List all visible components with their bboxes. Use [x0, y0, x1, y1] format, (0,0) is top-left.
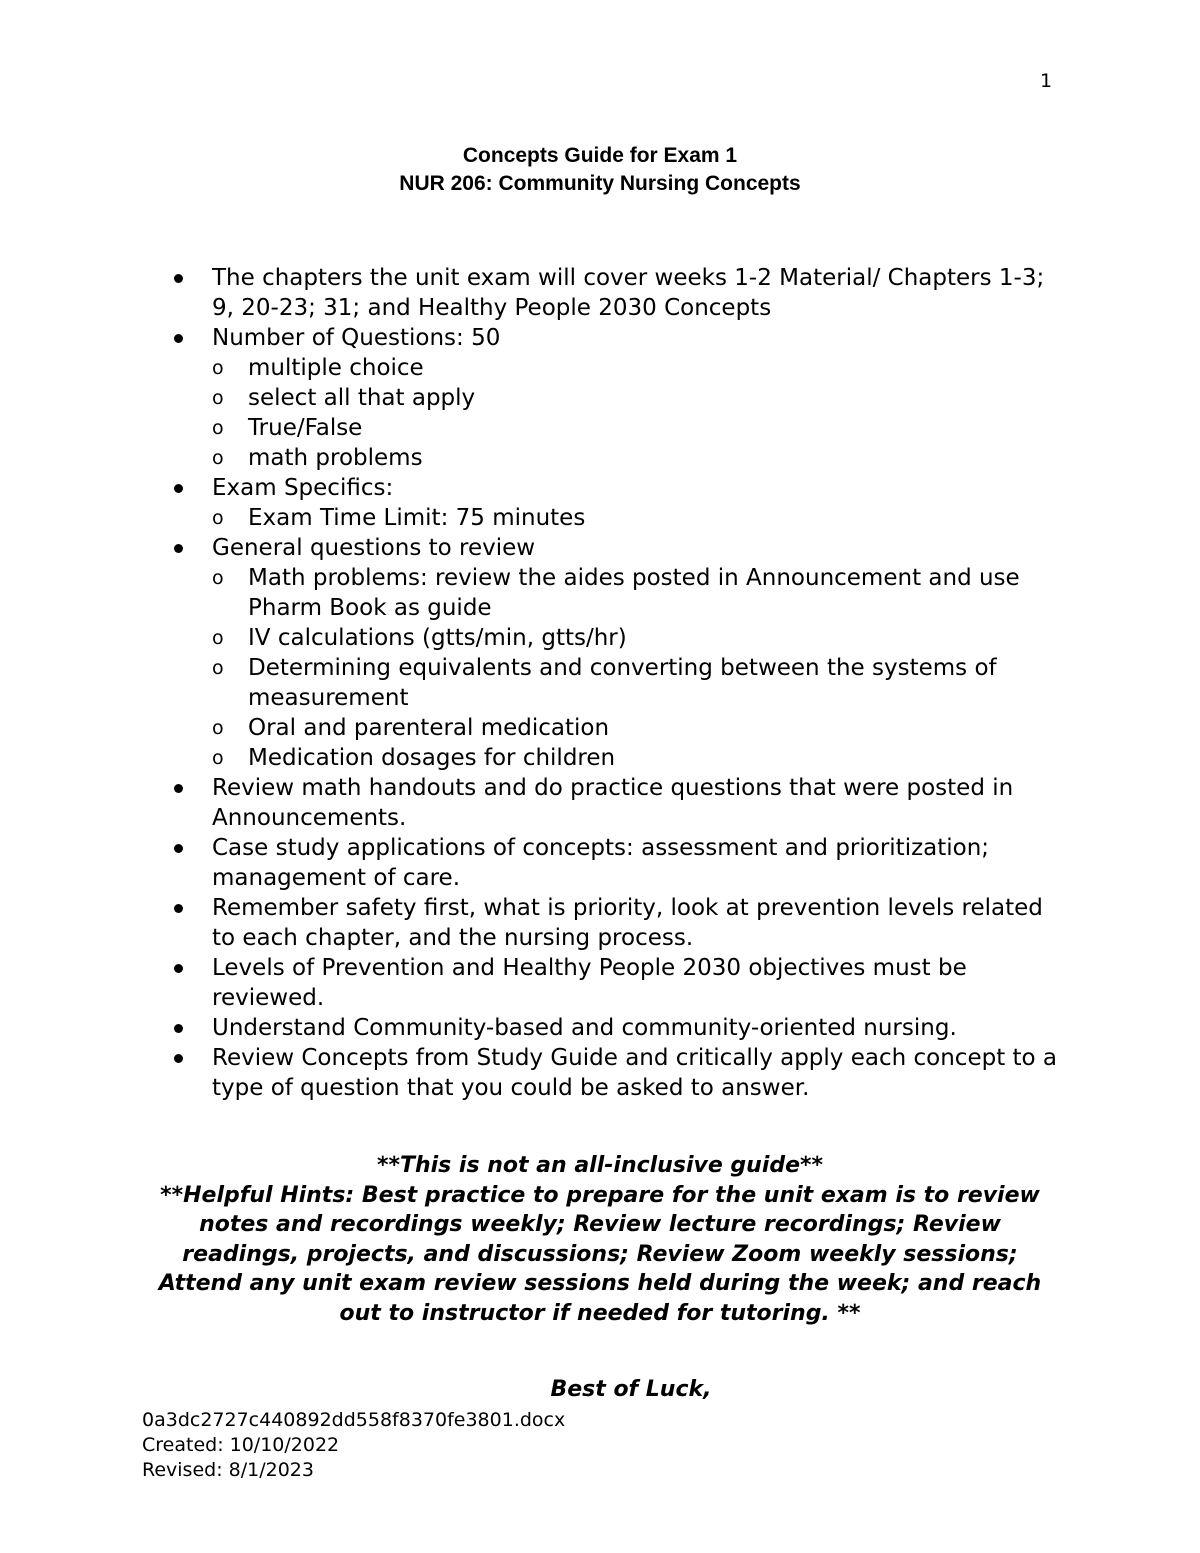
circle-marker-icon: o: [212, 357, 224, 379]
bullet-item: [212, 533, 1062, 773]
footer-revised: Revised: 8/1/2023: [142, 1459, 314, 1481]
sub-item: [212, 713, 1062, 743]
hints-body: **Helpful Hints: Best practice to prepare for the unit exam is to review notes and recordings weekly; Review lecture recordings; Review readings, projects, and discussions; Review Zoom weekly sessions; Attend any unit exam review sessions held during the week; and reach out to instructor if needed for tutoring. **: [158, 1182, 1042, 1326]
bullet-dot-icon: [174, 904, 183, 913]
concepts-list-section: [0, 263, 1200, 1103]
sub-item: [212, 383, 1062, 413]
sub-item-text: Exam Time Limit: 75 minutes: [248, 505, 586, 531]
sub-item-text: IV calculations (gtts/min, gtts/hr): [248, 625, 627, 651]
bullet-list: [0, 263, 1062, 1103]
sub-item: [212, 653, 1062, 713]
sub-item: [212, 443, 1062, 473]
sub-item: [212, 353, 1062, 383]
bullet-dot-icon: [174, 484, 183, 493]
bullet-dot-icon: [174, 274, 183, 283]
document-footer: [142, 1408, 565, 1483]
bullet-item: [212, 263, 1062, 323]
bullet-text: Case study applications of concepts: assessment and prioritization; management of care.: [212, 835, 990, 891]
sub-item-text: Oral and parenteral medication: [248, 715, 610, 741]
bullet-dot-icon: [174, 964, 183, 973]
circle-marker-icon: o: [212, 567, 224, 589]
circle-marker-icon: o: [212, 717, 224, 739]
bullet-dot-icon: [174, 784, 183, 793]
sub-item: [212, 413, 1062, 443]
bullet-item: [212, 893, 1062, 953]
sub-item: [212, 563, 1062, 623]
bullet-text: Review Concepts from Study Guide and critically apply each concept to a type of question that you could be asked to answer.: [212, 1045, 1058, 1101]
sub-item-text: Math problems: review the aides posted in Announcement and use Pharm Book as guide: [248, 565, 1020, 621]
sub-item: [212, 503, 1062, 533]
sub-item-text: Determining equivalents and converting between the systems of measurement: [248, 655, 997, 711]
sub-item-text: select all that apply: [248, 385, 476, 411]
bullet-text: Understand Community-based and community-oriented nursing.: [212, 1015, 957, 1041]
bullet-text: Number of Questions: 50: [212, 325, 501, 351]
footer-created: Created: 10/10/2022: [142, 1434, 340, 1456]
bullet-text: Levels of Prevention and Healthy People 2030 objectives must be reviewed.: [212, 955, 967, 1011]
bullet-dot-icon: [174, 844, 183, 853]
bullet-dot-icon: [174, 1024, 183, 1033]
sub-item: [212, 743, 1062, 773]
bullet-text: Review math handouts and do practice questions that were posted in Announcements.: [212, 775, 1014, 831]
closing-signoff: Best of Luck,: [550, 1377, 712, 1402]
bullet-text: Remember safety first, what is priority, look at prevention levels related to each chapter, and the nursing process.: [212, 895, 1043, 951]
bullet-text: General questions to review: [212, 535, 536, 561]
sub-list: [212, 563, 1062, 773]
circle-marker-icon: o: [212, 387, 224, 409]
page-number: 1: [1040, 70, 1053, 92]
title-line-2: NUR 206: Community Nursing Concepts: [399, 172, 801, 195]
title-line-1: Concepts Guide for Exam 1: [462, 144, 738, 167]
bullet-item: [212, 1043, 1062, 1103]
bullet-item: [212, 323, 1062, 473]
bullet-text: Exam Specifics:: [212, 475, 394, 501]
bullet-item: [212, 833, 1062, 893]
document-title: [0, 142, 1200, 198]
bullet-dot-icon: [174, 1054, 183, 1063]
bullet-dot-icon: [174, 334, 183, 343]
sub-item: [212, 623, 1062, 653]
bullet-item: [212, 953, 1062, 1013]
bullet-text: The chapters the unit exam will cover weeks 1-2 Material/ Chapters 1-3; 9, 20-23; 31; and Healthy People 2030 Concepts: [212, 265, 1045, 321]
bullet-item: [212, 473, 1062, 533]
sub-list: [212, 353, 1062, 473]
circle-marker-icon: o: [212, 417, 224, 439]
circle-marker-icon: o: [212, 657, 224, 679]
circle-marker-icon: o: [212, 447, 224, 469]
hints-disclaimer: **This is not an all-inclusive guide**: [376, 1153, 824, 1178]
sub-item-text: multiple choice: [248, 355, 424, 381]
circle-marker-icon: o: [212, 507, 224, 529]
circle-marker-icon: o: [212, 627, 224, 649]
sub-list: [212, 503, 1062, 533]
bullet-dot-icon: [174, 544, 183, 553]
sub-item-text: True/False: [248, 415, 363, 441]
bullet-item: [212, 773, 1062, 833]
footer-filename: 0a3dc2727c440892dd558f8370fe3801.docx: [142, 1409, 566, 1431]
bullet-item: [212, 1013, 1062, 1043]
helpful-hints: [140, 1151, 1060, 1328]
circle-marker-icon: o: [212, 747, 224, 769]
sub-item-text: math problems: [248, 445, 423, 471]
sub-item-text: Medication dosages for children: [248, 745, 616, 771]
